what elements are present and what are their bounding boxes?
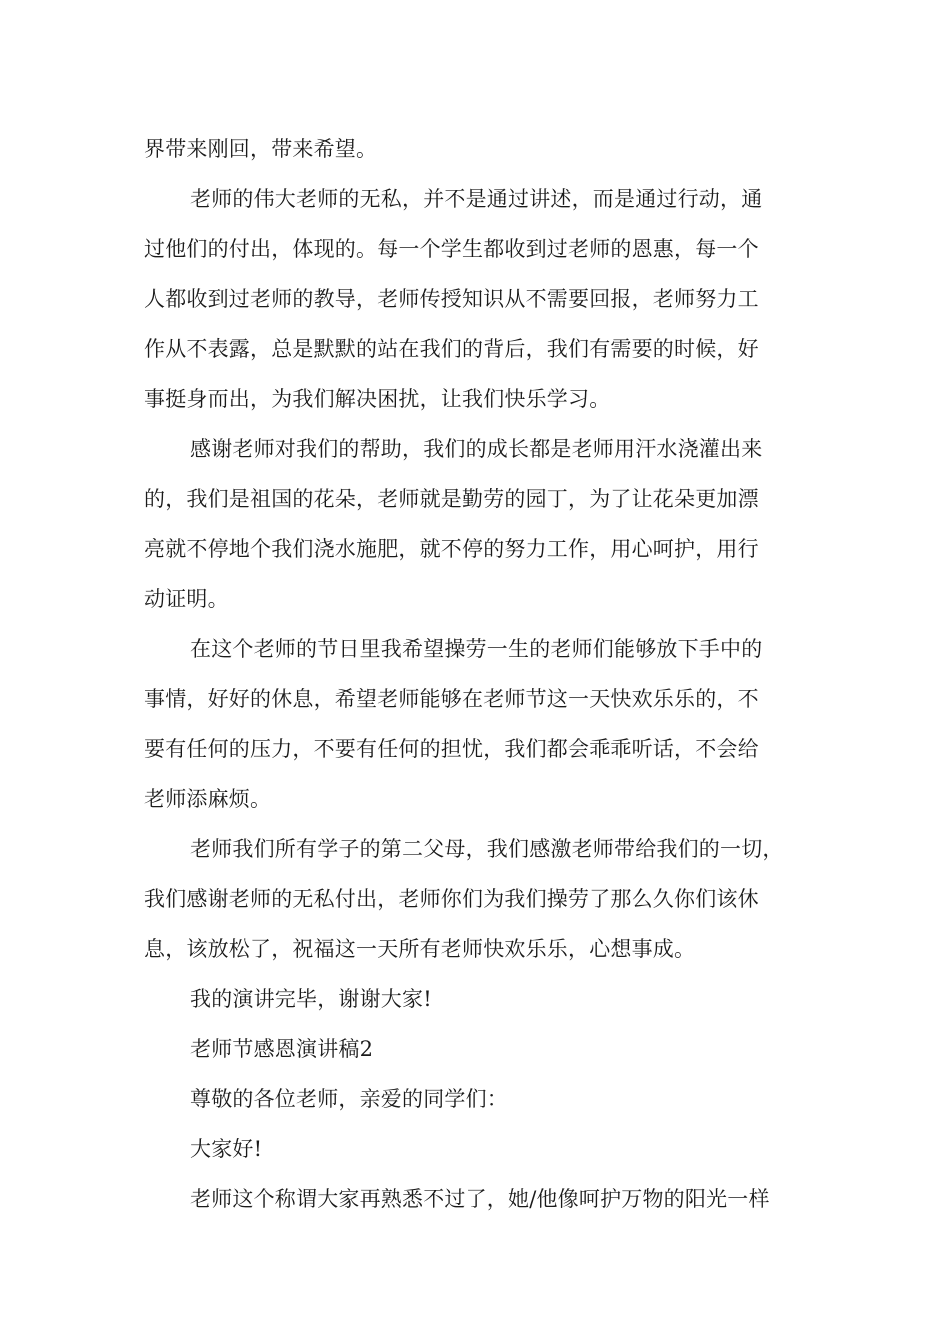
paragraph-line: 事情，好好的休息，希望老师能够在老师节这一天快欢乐乐的，不 (144, 687, 759, 711)
paragraph-line: 我的演讲完毕，谢谢大家! (190, 987, 432, 1011)
paragraph-line: 我们感谢老师的无私付出，老师你们为我们操劳了那么久你们该休 (144, 887, 759, 911)
paragraph-line: 息，该放松了，祝福这一天所有老师快欢乐乐，心想事成。 (144, 937, 696, 961)
paragraph-line: 的，我们是祖国的花朵，老师就是勤劳的园丁，为了让花朵更加漂 (144, 487, 759, 511)
paragraph-line: 界带来刚回，带来希望。 (144, 137, 378, 161)
paragraph-line: 在这个老师的节日里我希望操劳一生的老师们能够放下手中的 (190, 637, 763, 661)
paragraph-line: 过他们的付出，体现的。每一个学生都收到过老师的恩惠，每一个 (144, 237, 759, 261)
section-title: 老师节感恩演讲稿2 (190, 1037, 374, 1061)
paragraph-line: 作从不表露，总是默默的站在我们的背后，我们有需要的时候，好 (144, 337, 759, 361)
greeting: 大家好! (190, 1137, 263, 1161)
salutation: 尊敬的各位老师，亲爱的同学们： (190, 1087, 508, 1111)
paragraph-line: 要有任何的压力，不要有任何的担忧，我们都会乖乖听话，不会给 (144, 737, 759, 761)
paragraph-line: 人都收到过老师的教导，老师传授知识从不需要回报，老师努力工 (144, 287, 759, 311)
paragraph-line: 老师这个称谓大家再熟悉不过了，她/他像呵护万物的阳光一样 (190, 1187, 770, 1211)
paragraph-line: 感谢老师对我们的帮助，我们的成长都是老师用汗水浇灌出来 (190, 437, 763, 461)
paragraph-line: 老师的伟大老师的无私，并不是通过讲述，而是通过行动，通 (190, 187, 763, 211)
paragraph-line: 老师我们所有学子的第二父母，我们感激老师带给我们的一切， (190, 837, 784, 861)
paragraph-line: 事挺身而出，为我们解决困扰，让我们快乐学习。 (144, 387, 611, 411)
paragraph-line: 动证明。 (144, 587, 229, 611)
paragraph-line: 亮就不停地个我们浇水施肥，就不停的努力工作，用心呵护，用行 (144, 537, 759, 561)
paragraph-line: 老师添麻烦。 (144, 787, 272, 811)
